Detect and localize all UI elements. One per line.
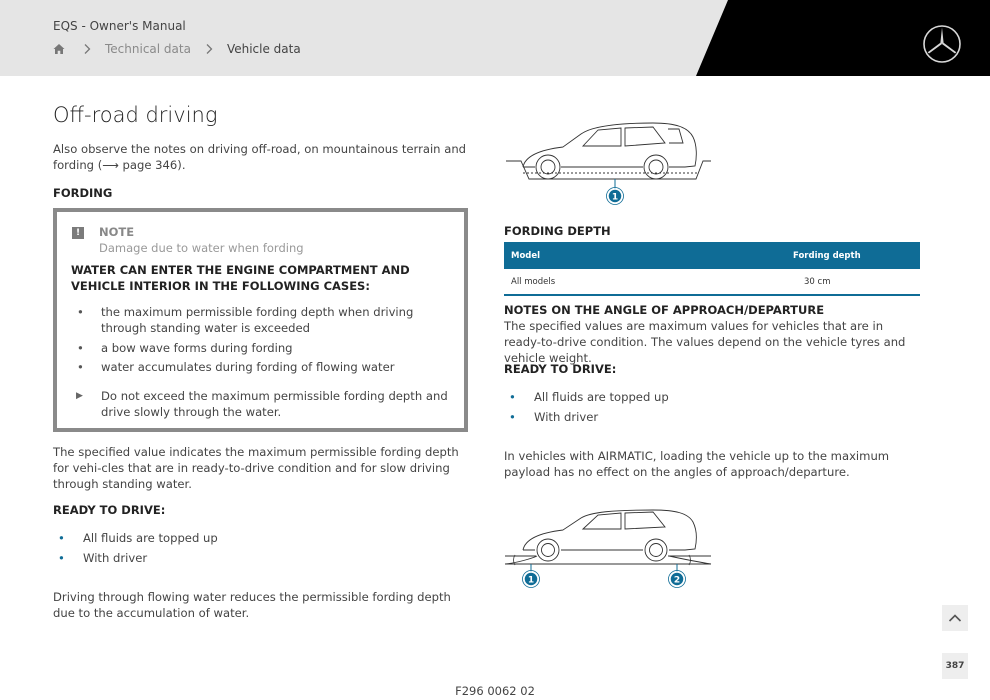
list-item: • All fluids are topped up	[509, 390, 669, 404]
bullet-icon: •	[77, 340, 84, 355]
bullet-icon: •	[58, 551, 65, 565]
fording-depth-table	[504, 242, 920, 296]
page-title: Off-road driving	[53, 103, 218, 127]
table-header-model: Model	[504, 242, 786, 269]
bullet-icon: •	[58, 531, 65, 545]
ready-to-drive-list-right	[504, 389, 669, 429]
header	[0, 0, 990, 76]
table-cell-depth: 30 cm	[786, 269, 920, 295]
approach-departure-diagram	[503, 508, 713, 590]
home-icon[interactable]	[53, 43, 65, 55]
chevron-up-icon	[948, 613, 962, 623]
table-header-fording-depth: Fording depth	[786, 242, 920, 269]
note-warning-text: WATER CAN ENTER THE ENGINE COMPARTMENT AND VEHICLE INTERIOR IN THE FOLLOWING CASES:	[71, 263, 410, 293]
angle-heading: NOTES ON THE ANGLE OF APPROACH/DEPARTURE	[504, 303, 825, 317]
note-subtitle: Damage due to water when fording	[99, 241, 304, 255]
bullet-icon: •	[509, 410, 516, 424]
bullet-icon: •	[77, 305, 84, 319]
note-label: NOTE	[99, 225, 135, 239]
fording-heading: FORDING	[53, 186, 113, 200]
table-header-row	[504, 242, 920, 269]
note-bullet-list	[71, 304, 451, 379]
fording-diagram	[503, 117, 713, 209]
intro-text: Also observe the notes on driving off-road, on mountainous terrain and fording (⟶ page 346).	[53, 142, 467, 172]
list-item: • All fluids are topped up	[58, 531, 218, 545]
chevron-right-icon	[205, 43, 213, 55]
fording-depth-heading: FORDING DEPTH	[504, 224, 611, 238]
bullet-icon: •	[77, 360, 84, 374]
note-box	[53, 208, 468, 432]
list-item: • With driver	[509, 410, 599, 424]
list-item: • the maximum permissible fording depth when driving through standing water is exceeded	[77, 305, 414, 335]
note-action: ▶ Do not exceed the maximum permissible fording depth and drive slowly through the water.	[76, 389, 448, 419]
warning-icon: !	[72, 227, 84, 239]
ready-to-drive-heading: READY TO DRIVE:	[53, 503, 166, 517]
ready-to-drive-list	[53, 530, 218, 570]
list-item: • a bow wave forms during fording	[77, 340, 293, 355]
bullet-icon: •	[509, 390, 516, 404]
ready-to-drive-heading-right: READY TO DRIVE:	[504, 362, 617, 376]
figure-code: F296 0062 02	[455, 684, 535, 698]
page-number-button[interactable]: 387	[942, 653, 968, 679]
app-title: EQS - Owner's Manual	[53, 19, 186, 33]
mercedes-star-logo	[922, 24, 962, 64]
angle-text: The specified values are maximum values for vehicles that are in ready-to-drive condition. The values depend on the vehicle tyres and vehicle weight.	[504, 319, 906, 365]
flowing-water-text: Driving through flowing water reduces the permissible fording depth due to the accumulation of water.	[53, 590, 451, 620]
callout-1-label: 1	[611, 192, 619, 203]
breadcrumb-technical-data[interactable]: Technical data	[105, 42, 191, 56]
header-black-band	[0, 0, 990, 76]
breadcrumb-vehicle-data: Vehicle data	[226, 42, 301, 56]
callout-1-label: 1	[527, 575, 535, 586]
table-row	[504, 269, 920, 295]
triangle-right-icon: ▶	[76, 391, 83, 401]
callout-2-label: 2	[673, 575, 681, 586]
airmatic-text: In vehicles with AIRMATIC, loading the vehicle up to the maximum payload has no effect on the angles of approach/departure.	[504, 449, 890, 479]
list-item: • With driver	[58, 551, 148, 565]
table-cell-model: All models	[504, 269, 786, 295]
fording-depth-explanation: The specified value indicates the maximum permissible fording depth for vehi-cles that are in ready-to-drive condition and for slow driving through standing water.	[53, 445, 459, 491]
scroll-to-top-button[interactable]	[942, 605, 968, 631]
breadcrumb	[53, 42, 301, 56]
list-item: • water accumulates during fording of flowing water	[77, 360, 395, 374]
chevron-right-icon	[83, 43, 91, 55]
